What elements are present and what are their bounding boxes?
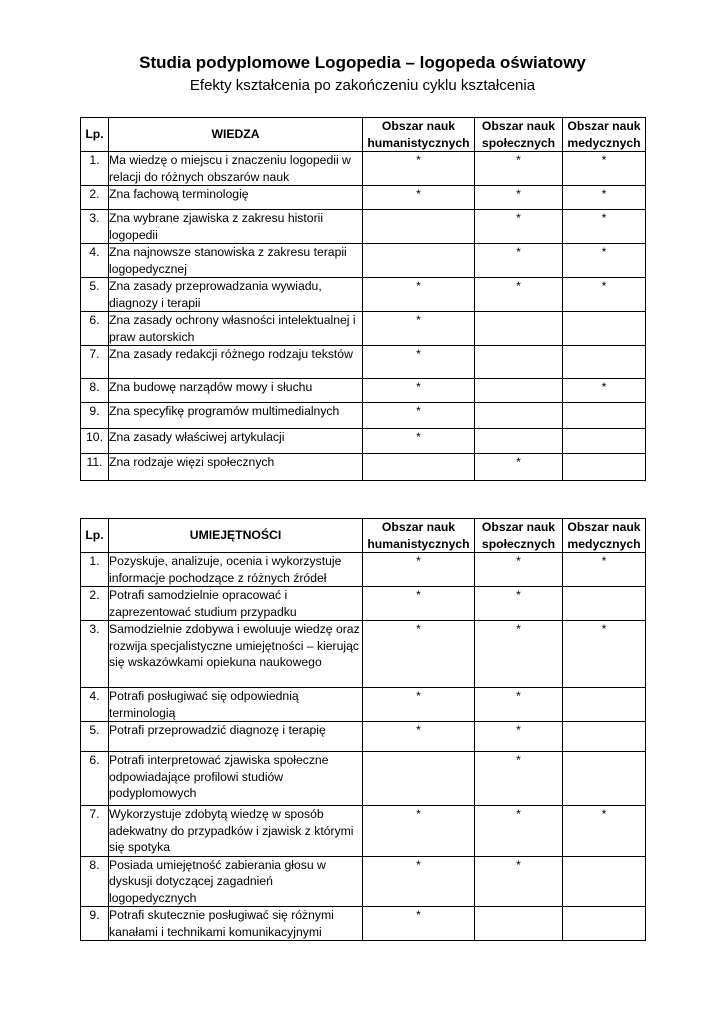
mark-med: * bbox=[563, 152, 646, 186]
mark-hum: * bbox=[363, 722, 475, 752]
mark-soc: * bbox=[475, 722, 563, 752]
lp-header: Lp. bbox=[81, 118, 109, 152]
mark-soc: * bbox=[475, 688, 563, 722]
row-number: 1. bbox=[81, 152, 109, 186]
row-text: Zna zasady przeprowadzania wywiadu, diagnozy i terapii bbox=[109, 278, 363, 312]
mark-med bbox=[563, 346, 646, 379]
table-row bbox=[81, 752, 646, 806]
mark-soc: * bbox=[475, 152, 563, 186]
mark-soc bbox=[475, 403, 563, 429]
table-row bbox=[81, 312, 646, 346]
mark-hum: * bbox=[363, 907, 475, 941]
table-row bbox=[81, 553, 646, 587]
table-row bbox=[81, 587, 646, 621]
area-hum-header: Obszar nauk humanistycznych bbox=[363, 118, 475, 152]
table-row bbox=[81, 856, 646, 907]
area-med-header: Obszar nauk medycznych bbox=[563, 519, 646, 553]
mark-hum bbox=[363, 244, 475, 278]
table-row bbox=[81, 346, 646, 379]
row-number: 7. bbox=[81, 346, 109, 379]
mark-hum: * bbox=[363, 278, 475, 312]
wiedza-header-row bbox=[81, 118, 646, 152]
mark-hum: * bbox=[363, 312, 475, 346]
row-text: Ma wiedzę o miejscu i znaczeniu logopedii w relacji do różnych obszarów nauk bbox=[109, 152, 363, 186]
row-text: Zna rodzaje więzi społecznych bbox=[109, 454, 363, 481]
row-number: 6. bbox=[81, 312, 109, 346]
row-number: 3. bbox=[81, 210, 109, 244]
mark-soc bbox=[475, 429, 563, 454]
mark-med: * bbox=[563, 806, 646, 857]
mark-med bbox=[563, 907, 646, 941]
row-text: Potrafi interpretować zjawiska społeczne odpowiadające profilowi studiów podyplomowych bbox=[109, 752, 363, 806]
row-number: 8. bbox=[81, 856, 109, 907]
row-text: Zna zasady właściwej artykulacji bbox=[109, 429, 363, 454]
mark-hum: * bbox=[363, 152, 475, 186]
row-text: Posiada umiejętność zabierania głosu w dyskusji dotyczącej zagadnień logopedycznych bbox=[109, 856, 363, 907]
row-number: 4. bbox=[81, 244, 109, 278]
table-row bbox=[81, 454, 646, 481]
mark-soc: * bbox=[475, 278, 563, 312]
row-text: Zna najnowsze stanowiska z zakresu terapii logopedycznej bbox=[109, 244, 363, 278]
row-number: 11. bbox=[81, 454, 109, 481]
umiejetnosci-header-row bbox=[81, 519, 646, 553]
mark-hum: * bbox=[363, 379, 475, 403]
mark-soc bbox=[475, 379, 563, 403]
mark-soc bbox=[475, 907, 563, 941]
row-number: 6. bbox=[81, 752, 109, 806]
table-row bbox=[81, 278, 646, 312]
table-row bbox=[81, 429, 646, 454]
row-text: Zna budowę narządów mowy i słuchu bbox=[109, 379, 363, 403]
mark-soc: * bbox=[475, 186, 563, 210]
row-number: 4. bbox=[81, 688, 109, 722]
table-row bbox=[81, 210, 646, 244]
mark-soc bbox=[475, 346, 563, 379]
row-text: Zna zasady ochrony własności intelektualnej i praw autorskich bbox=[109, 312, 363, 346]
mark-med: * bbox=[563, 553, 646, 587]
row-number: 10. bbox=[81, 429, 109, 454]
mark-hum: * bbox=[363, 621, 475, 688]
mark-hum: * bbox=[363, 553, 475, 587]
mark-med bbox=[563, 429, 646, 454]
mark-hum: * bbox=[363, 856, 475, 907]
mark-med: * bbox=[563, 244, 646, 278]
mark-med bbox=[563, 752, 646, 806]
umiejetnosci-table bbox=[80, 518, 646, 941]
mark-med bbox=[563, 454, 646, 481]
row-text: Zna fachową terminologię bbox=[109, 186, 363, 210]
row-text: Potrafi posługiwać się odpowiednią terminologią bbox=[109, 688, 363, 722]
row-text: Zna zasady redakcji różnego rodzaju tekstów bbox=[109, 346, 363, 379]
row-number: 9. bbox=[81, 907, 109, 941]
mark-hum: * bbox=[363, 186, 475, 210]
table-row bbox=[81, 244, 646, 278]
mark-med bbox=[563, 587, 646, 621]
row-number: 5. bbox=[81, 278, 109, 312]
table-row bbox=[81, 186, 646, 210]
row-text: Potrafi przeprowadzić diagnozę i terapię bbox=[109, 722, 363, 752]
mark-hum: * bbox=[363, 403, 475, 429]
row-text: Wykorzystuje zdobytą wiedzę w sposób adekwatny do przypadków i zjawisk z którymi się spotyka bbox=[109, 806, 363, 857]
mark-soc: * bbox=[475, 806, 563, 857]
row-text: Potrafi skutecznie posługiwać się różnymi kanałami i technikami komunikacyjnymi bbox=[109, 907, 363, 941]
mark-hum: * bbox=[363, 346, 475, 379]
mark-med: * bbox=[563, 186, 646, 210]
table-row bbox=[81, 152, 646, 186]
row-number: 2. bbox=[81, 587, 109, 621]
mark-soc: * bbox=[475, 587, 563, 621]
area-soc-header: Obszar nauk społecznych bbox=[475, 519, 563, 553]
mark-hum: * bbox=[363, 806, 475, 857]
mark-med bbox=[563, 688, 646, 722]
area-med-header: Obszar nauk medycznych bbox=[563, 118, 646, 152]
document-title: Studia podyplomowe Logopedia – logopeda oświatowy bbox=[139, 53, 586, 72]
wiedza-heading: WIEDZA bbox=[109, 118, 363, 152]
mark-soc: * bbox=[475, 856, 563, 907]
mark-hum: * bbox=[363, 587, 475, 621]
mark-med bbox=[563, 403, 646, 429]
mark-soc: * bbox=[475, 553, 563, 587]
table-row bbox=[81, 688, 646, 722]
mark-med: * bbox=[563, 379, 646, 403]
row-text: Zna wybrane zjawiska z zakresu historii logopedii bbox=[109, 210, 363, 244]
row-number: 1. bbox=[81, 553, 109, 587]
table-row bbox=[81, 806, 646, 857]
table-row bbox=[81, 621, 646, 688]
area-soc-header: Obszar nauk społecznych bbox=[475, 118, 563, 152]
row-text: Pozyskuje, analizuje, ocenia i wykorzystuje informacje pochodzące z różnych źródeł bbox=[109, 553, 363, 587]
mark-hum bbox=[363, 752, 475, 806]
row-text: Potrafi samodzielnie opracować i zaprezentować studium przypadku bbox=[109, 587, 363, 621]
mark-soc: * bbox=[475, 621, 563, 688]
row-text: Samodzielnie zdobywa i ewoluuje wiedzę oraz rozwija specjalistyczne umiejętności – kierując się wskazówkami opiekuna naukowego bbox=[109, 621, 363, 688]
document-subtitle: Efekty kształcenia po zakończeniu cyklu kształcenia bbox=[189, 77, 536, 94]
mark-med: * bbox=[563, 621, 646, 688]
mark-hum: * bbox=[363, 688, 475, 722]
row-number: 9. bbox=[81, 403, 109, 429]
row-number: 8. bbox=[81, 379, 109, 403]
mark-hum bbox=[363, 210, 475, 244]
row-number: 5. bbox=[81, 722, 109, 752]
mark-soc: * bbox=[475, 210, 563, 244]
mark-med bbox=[563, 312, 646, 346]
table-row bbox=[81, 907, 646, 941]
row-number: 7. bbox=[81, 806, 109, 857]
mark-med: * bbox=[563, 278, 646, 312]
mark-hum bbox=[363, 454, 475, 481]
mark-med bbox=[563, 722, 646, 752]
table-row bbox=[81, 403, 646, 429]
row-number: 2. bbox=[81, 186, 109, 210]
mark-med bbox=[563, 856, 646, 907]
row-number: 3. bbox=[81, 621, 109, 688]
table-row bbox=[81, 379, 646, 403]
table-row bbox=[81, 722, 646, 752]
lp-header: Lp. bbox=[81, 519, 109, 553]
mark-soc: * bbox=[475, 244, 563, 278]
wiedza-table bbox=[80, 117, 646, 481]
row-text: Zna specyfikę programów multimedialnych bbox=[109, 403, 363, 429]
mark-med: * bbox=[563, 210, 646, 244]
umiejetnosci-heading: UMIEJĘTNOŚCI bbox=[109, 519, 363, 553]
mark-soc bbox=[475, 312, 563, 346]
mark-soc: * bbox=[475, 752, 563, 806]
area-hum-header: Obszar nauk humanistycznych bbox=[363, 519, 475, 553]
mark-hum: * bbox=[363, 429, 475, 454]
mark-soc: * bbox=[475, 454, 563, 481]
